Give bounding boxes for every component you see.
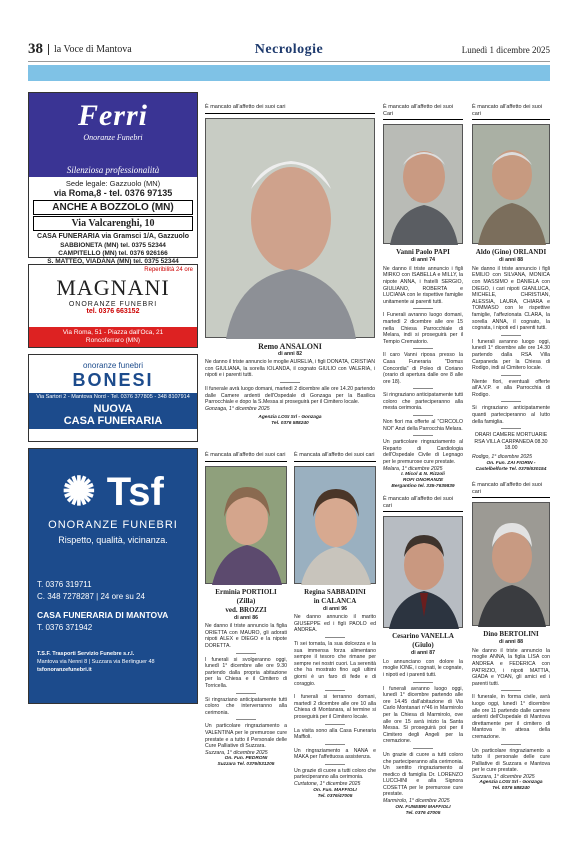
obit-header: È mancata all'affetto dei suoi cari (294, 452, 376, 462)
ad-ferri[interactable] (28, 92, 198, 265)
ferri-slogan: Silenziosa professionalità (29, 163, 197, 177)
obit-date: Melara, 1° dicembre 2025 (383, 465, 443, 472)
ferri-logo: Ferri Onoranze Funebri (29, 93, 197, 163)
deceased-age: di anni 86 (234, 614, 258, 621)
funeral-agency-tel: Tel. 0376 588240 (271, 421, 309, 427)
obit-date: Curtatone, 1° dicembre 2025 (294, 781, 361, 788)
ferri-sede-address: via Roma,8 - tel. 0376 97135 (53, 188, 173, 198)
obit-header: È mancata all'affetto dei suoi cari (205, 452, 287, 462)
ad-bonesi[interactable] (28, 354, 198, 442)
tsf-logo: ✺ Tsf (62, 470, 164, 514)
magnani-name: MAGNANI (56, 275, 170, 300)
deceased-nickname: (Zilla) (236, 596, 256, 605)
portrait-photo (472, 502, 550, 626)
bonesi-address: Via Sartori 2 - Mantova Nord - Tel. 0376 377805 - 348 8107914 (29, 393, 197, 401)
ad-magnani[interactable] (28, 264, 198, 348)
obituary-orlandi: È mancato all'affetto dei suoi cari Aldo (Gino) ORLANDI di anni 88 Ne danno il triste annuncio i figli EMILIO con SILVANA, MONICA con MASSIMO e DANIELA con DIEGO, i cari nipoti GIANLUCA, MICHELE, CHRISTIAN, ALESSIA, LAURA, CHIARA e TOMMASO con le rispettive famiglie, l'affezionata CLARA, la sorella ANNA, il cognato, la cognata, i nipoti ed i parenti tutti. I funerali avranno luogo oggi, lunedì 1° dicembre alle ore 14.30 partendo dalla RSA Villa Carpaneda per la Chiesa di Rodigo, indi al Cimitero locale. Niente fiori, eventuali offerte all'A.V.P. e alla Parrocchia di Rodigo. Si ringraziano anticipatamente quanti parteciperanno al lutto della famiglia. ORARI CAMERE MORTUARIE RSA VILLA CARPANEDA 08.30 18.00 Rodigo, 1° dicembre 2025 On. Fun. ZAI FIORIN - Castelbelforte Tel. 0376/630154 (472, 104, 550, 472)
obit-date: Rodigo, 1° dicembre 2025 (472, 454, 533, 461)
tsf-slogan: Rispetto, qualità, vicinanza. (58, 535, 168, 545)
deceased-nickname: (Giulo) (412, 641, 434, 650)
deceased-name: Erminia PORTIOLI (215, 587, 277, 596)
obit-header: È mancato all'affetto dei suoi cari (383, 496, 463, 512)
obituary-papi: È mancato all'affetto dei suoi Cari Vanni Paolo PAPI di anni 74 Ne danno il triste annuncio i figli MIRKO con ISABELLA e MILLY, la nipote ANNA, i fratelli SERGIO, GIULIANO, ROBERTA e LUCIANA con le rispettive famiglie unitamente ai parenti tutti. I Funerali avranno luogo domani, martedì 2 dicembre alle ore 15 nella Chiesa Parrocchiale di Melara, indi si proseguirà per il Tempio Crematorio. Il caro Vanni riposa presso la Casa Funeraria "Domus Concordia" di Poleo di Coriano (orario di apertura dalle ore 8 alle ore 18). Si ringraziano anticipatamente tutti coloro che parteciperanno alla mesta cerimonia. Non fiori ma offerte al "CIRCOLO NOI" Anzi della Parrocchia Melara. Un particolare ringraziamento al Reparto di Cardiologia dell'Ospedale Civile di Legnago per le premurose cure prestate. Melara, 1° dicembre 2025 I. Micol & N. Rizzoli ROFI ONORANZE Bergantino tel. 335-7639839 (383, 104, 463, 490)
ferri-sede: Sede legale: Gazzuolo (MN) (65, 179, 161, 188)
portrait-photo (205, 118, 375, 338)
tsf-footer: T.S.F. Trasporti Servizio Funebre s.r.l. Mantova via Nenni 8 | Suzzara via Berlinguer 48 tsfonoranzefunebri.it (37, 651, 155, 673)
deceased-married-name: ved. BROZZI (225, 605, 267, 614)
deceased-married-name: in CALANCA (313, 596, 357, 605)
issue-date: Lunedì 1 dicembre 2025 (461, 44, 550, 55)
funeral-agency: Agenzia LOSI Srl - Gonzaga (258, 415, 322, 421)
obituary-vanella: È mancato all'affetto dei suoi cari Cesarino VANELLA (Giulo) di anni 87 Lo annunciano con dolore la moglie IONE, i cognati, le cognate, i nipoti ed i parenti tutti. I funerali avranno luogo oggi, lunedì 1° dicembre partendo alle ore 14.45 dall'abitazione di Via Carlo Montanari n°46 in Marmirolo per la Chiesa di Marmirolo, ove alle ore 15 avrà inizio la Santa Messa. Si proseguirà poi per il Cimitero degli Angeli per la cremazione. Un grazie di cuore a tutti coloro che parteciperanno alla cerimonia. Un sentito ringraziamento al medico di famiglia Dr. LORENZO LUCCHINI e alla Signora COSETTA per le premurose cure prestate. Marmirolo, 1° dicembre 2025 ON. FUNEBRI MAFFIOLI Tel. 0376 47005 (383, 496, 463, 816)
deceased-name: Remo ANSALONI (258, 341, 322, 351)
obit-date: Suzzara, 1° dicembre 2025 (205, 749, 268, 756)
ferri-casa: CASA FUNERARIA via Gramsci 1/A, Gazzuolo (37, 233, 189, 240)
obit-header: È mancato all'affetto dei suoi cari (472, 104, 550, 120)
deceased-name: Vanni Paolo PAPI (396, 248, 450, 257)
page-number: 38 (28, 41, 43, 57)
deceased-name: Aldo (Gino) ORLANDI (475, 248, 547, 257)
obituary-portioli: È mancata all'affetto dei suoi cari Erminia PORTIOLI (Zilla) ved. BROZZI di anni 86 Ne danno il triste annuncio la figlia ORIETTA con MAURO, gli adorati nipoti ALEX e DIEGO e la nipote DORETTA. I funerali si svolgeranno oggi, lunedì 1° dicembre alle ore 9.30 partendo dalla propria abitazione per la Chiesa e il Cimitero di Torricella. Si ringraziano anticipatamente tutti coloro che interverranno alla cerimonia. Un particolare ringraziamento a VALENTINA per le premurose cure prestate e a tutto il Personale delle Cure Palliative di Suzzara. Suzzara, 1° dicembre 2025 On. Fun. PEDRONI Suzzara Tel. 0376/531205 (205, 452, 287, 768)
obit-date: Gonzaga, 1° dicembre 2025 (205, 405, 270, 412)
tsf-sub: ONORANZE FUNEBRI (48, 519, 178, 531)
ads-column (28, 92, 198, 710)
portrait-photo (205, 466, 287, 584)
newspaper-name: la Voce di Mantova (48, 44, 132, 55)
deceased-name: Cesarino VANELLA (392, 632, 454, 641)
deceased-age: di anni 88 (499, 257, 523, 264)
magnani-footer: Via Roma, 51 - Piazza dall'Oca, 21 Roncoferraro (MN) (29, 327, 197, 347)
magnani-tel: tel. 0376 663152 (86, 308, 140, 315)
ferri-anche: ANCHE A BOZZOLO (MN) (33, 200, 193, 215)
portrait-photo (472, 124, 550, 244)
ferri-campitello: CAMPITELLO (MN) tel. 0376 926166 (58, 250, 168, 257)
magnani-sub: ONORANZE FUNEBRI (68, 301, 158, 308)
deceased-name: Dino BERTOLINI (483, 630, 539, 639)
ferri-valcarenghi: Via Valcarenghi, 10 (33, 216, 193, 231)
obituary-sabbadini: È mancata all'affetto dei suoi cari Regina SABBADINI in CALANCA di anni 96 Ne danno annuncio il marito GIUSEPPE ed i figli PAOLO ed ANDREA. Ti sei tornata, la sua dolcezza e la sua immensa forza alimentano sempre il tesoro che rimane per sempre nei nostri cuori. La serenità che ha mostrato fino agli ultimi giorni è un faro di fede e di coraggio. I funerali si terranno domani, martedì 2 dicembre alle ore 10 alla Chiesa di Montanara, al termine si proseguirà per il Cimitero locale. La visita sono alla Casa Funeraria Maffioli. Un ringraziamento a NANA e MAKA per l'affettuosa assistenza. Un grazie di cuore a tutti coloro che parteciperanno alla cerimonia. Curtatone, 1° dicembre 2025 On. Fun. MAFFIOLI Tel. 0376/47005 (294, 452, 376, 799)
obit-text: Ne danno il triste annuncio le moglie AURELIA, i figli DONATA, CRISTIAN con GIULIANA, la sorella IOLANDA, il cognato GIULIO con VALERIA, i nipoti e i parenti tutti. (205, 359, 375, 379)
star-icon: ✺ (62, 470, 96, 514)
deceased-name: Regina SABBADINI (304, 587, 366, 596)
magnani-reperibilita: Reperibilità 24 ore (144, 267, 193, 273)
obit-date: Suzzara, 1° dicembre 2025 (472, 773, 535, 780)
obit-header: È mancato all'affetto dei suoi Cari (383, 104, 463, 120)
deceased-age: di anni 96 (323, 605, 347, 612)
section-title: Necrologie (254, 41, 324, 57)
page-header (28, 38, 550, 62)
obit-text: Il funerale avrà luogo domani, martedì 2 dicembre alle ore 14.20 partendo dalle Camere ardenti dell'Ospedale di Gonzaga per la Basilica Parrocchiale e dopo la S.Messa si proseguirà per il Cimitero locale. (205, 385, 375, 406)
ferri-sabbioneta: SABBIONETA (MN) tel. 0375 52344 (60, 242, 166, 249)
obituary-ansaloni (205, 104, 375, 427)
portrait-photo (383, 124, 463, 244)
deceased-age: di anni 74 (411, 257, 435, 264)
obituary-bertolini: È mancato all'affetto dei suoi cari Dino BERTOLINI di anni 88 Ne danno il triste annuncio la moglie ANNA, la figlia LISA con ANDREA e FEDERICA con PATRIZIO, i nipoti MATTIA, GIADA e YOAN, gli amici ed i parenti tutti. Il funerale, in forma civile, avrà luogo oggi, lunedì 1° dicembre alle ore 11 partendo dalle camere ardenti dell'Ospedale di Mantova direttamente per il cimitero di Mantova in attesa della cremazione. Un particolare ringraziamento a tutto il personale delle cure Palliative di Suzzara e Mantova per le cure prestate. Suzzara, 1° dicembre 2025 Agenzia LOSI Srl - Gonzaga Tel. 0376 588240 (472, 482, 550, 792)
deceased-age: di anni 88 (499, 639, 523, 646)
ad-tsf[interactable] (28, 448, 198, 704)
bonesi-casa: NUOVA CASA FUNERARIA (29, 401, 197, 429)
ferri-viadana: S. MATTEO, VIADANA (MN) tel. 0375 52344 (47, 258, 179, 265)
portrait-photo (383, 516, 463, 628)
tsf-contacts: T. 0376 319711 C. 348 7278287 | 24 ore su 24 CASA FUNERARIA DI MANTOVA T. 0376 371942 (37, 580, 169, 632)
deceased-age: di anni 82 (278, 350, 302, 357)
obit-header: È mancato all'affetto dei suoi cari (472, 482, 550, 498)
obit-header: È mancato all'affetto dei suoi cari (205, 104, 375, 114)
section-band (28, 65, 550, 81)
deceased-age: di anni 87 (411, 650, 435, 657)
portrait-photo (294, 466, 376, 584)
bonesi-top: onoranze funebri (82, 361, 144, 370)
bonesi-name: BONESI (72, 370, 154, 390)
obit-date: Marmirolo, 1° dicembre 2025 (383, 798, 450, 805)
